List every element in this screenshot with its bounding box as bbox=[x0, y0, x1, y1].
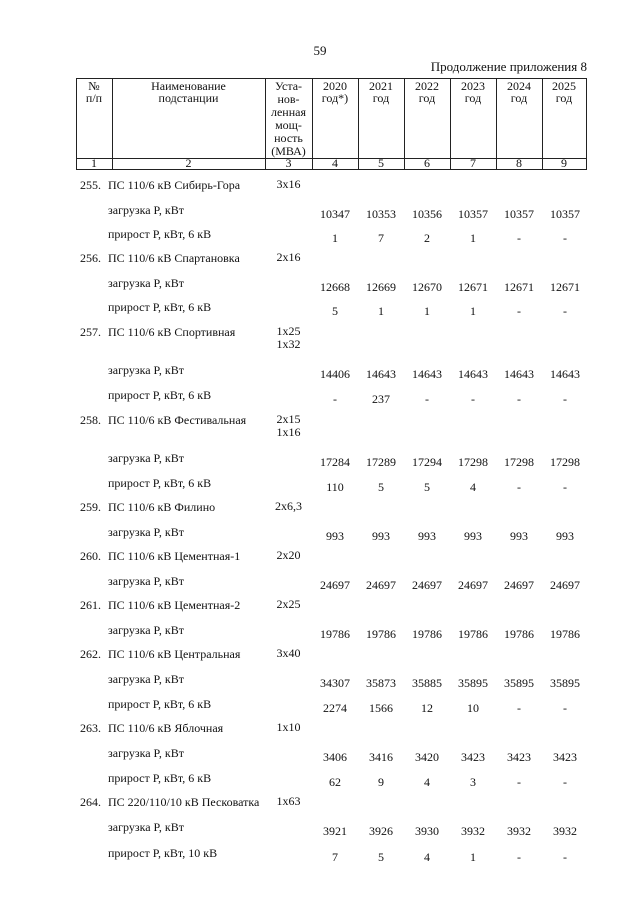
year-value: - bbox=[517, 701, 521, 715]
col-number: 9 bbox=[561, 156, 567, 170]
year-value: 10353 bbox=[366, 207, 396, 221]
year-value: - bbox=[563, 701, 567, 715]
row-name: загрузка P, кВт bbox=[108, 525, 184, 539]
row-name: загрузка P, кВт bbox=[108, 276, 184, 290]
year-value: 12671 bbox=[458, 280, 488, 294]
year-value: 3932 bbox=[507, 824, 531, 838]
row-name: загрузка P, кВт bbox=[108, 820, 184, 834]
table-header bbox=[76, 78, 587, 169]
year-value: 5 bbox=[332, 304, 338, 318]
year-value: 2274 bbox=[323, 701, 347, 715]
year-value: 24697 bbox=[412, 578, 442, 592]
year-value: 993 bbox=[418, 529, 436, 543]
row-name: прирост P, кВт, 10 кВ bbox=[108, 846, 218, 860]
year-value: - bbox=[425, 392, 429, 406]
year-value: 1 bbox=[470, 850, 476, 864]
year-value: 17298 bbox=[504, 455, 534, 469]
year-value: 3930 bbox=[415, 824, 439, 838]
col-number: 4 bbox=[332, 156, 338, 170]
year-value: 14643 bbox=[366, 367, 396, 381]
year-value: 12671 bbox=[550, 280, 580, 294]
year-value: 14643 bbox=[458, 367, 488, 381]
header-year: 2024 год bbox=[507, 79, 531, 105]
header-capacity: Уста- нов- ленная мощ- ность (МВА) bbox=[270, 79, 306, 158]
year-value: 2 bbox=[424, 231, 430, 245]
year-value: 1 bbox=[332, 231, 338, 245]
row-number: 256. bbox=[80, 251, 101, 265]
year-value: 10357 bbox=[504, 207, 534, 221]
year-value: 110 bbox=[326, 480, 344, 494]
row-capacity: 3x16 bbox=[276, 177, 301, 191]
year-value: 3932 bbox=[461, 824, 485, 838]
row-capacity: 2x20 bbox=[276, 548, 301, 562]
year-value: 3420 bbox=[415, 750, 439, 764]
row-capacity: 2x25 bbox=[276, 597, 301, 611]
year-value: 4 bbox=[424, 775, 430, 789]
year-value: 3932 bbox=[553, 824, 577, 838]
row-name: ПС 220/110/10 кВ Песковатка bbox=[108, 795, 260, 809]
row-capacity: 2x16 bbox=[276, 250, 301, 264]
row-name: прирост P, кВт, 6 кВ bbox=[108, 771, 212, 785]
row-name: загрузка P, кВт bbox=[108, 623, 184, 637]
col-number: 6 bbox=[424, 156, 430, 170]
row-capacity: 1x63 bbox=[276, 794, 301, 808]
row-number: 263. bbox=[80, 721, 101, 735]
year-value: 993 bbox=[326, 529, 344, 543]
year-value: 19786 bbox=[412, 627, 442, 641]
year-value: 1 bbox=[470, 231, 476, 245]
year-value: 993 bbox=[372, 529, 390, 543]
year-value: 12 bbox=[421, 701, 433, 715]
appendix-continuation: Продолжение приложения 8 bbox=[430, 59, 587, 74]
year-value: 5 bbox=[378, 850, 384, 864]
col-border bbox=[586, 78, 587, 169]
row-capacity: 2x15 1x16 bbox=[276, 412, 301, 439]
year-value: 12671 bbox=[504, 280, 534, 294]
row-number: 257. bbox=[80, 325, 101, 339]
year-value: 10357 bbox=[458, 207, 488, 221]
year-value: 993 bbox=[556, 529, 574, 543]
row-name: прирост P, кВт, 6 кВ bbox=[108, 476, 212, 490]
header-year: 2021 год bbox=[369, 79, 393, 105]
row-name: прирост P, кВт, 6 кВ bbox=[108, 388, 212, 402]
year-value: 14643 bbox=[550, 367, 580, 381]
year-value: 19786 bbox=[366, 627, 396, 641]
row-number: 259. bbox=[80, 500, 101, 514]
row-name: ПС 110/6 кВ Цементная-2 bbox=[108, 598, 241, 612]
row-name: ПС 110/6 кВ Яблочная bbox=[108, 721, 224, 735]
year-value: - bbox=[563, 304, 567, 318]
row-name: ПС 110/6 кВ Цементная-1 bbox=[108, 549, 241, 563]
row-name: прирост P, кВт, 6 кВ bbox=[108, 697, 212, 711]
year-value: 1566 bbox=[369, 701, 393, 715]
row-name: ПС 110/6 кВ Филино bbox=[108, 500, 216, 514]
page-number: 59 bbox=[313, 43, 327, 58]
row-capacity: 3x40 bbox=[276, 646, 301, 660]
row-name: ПС 110/6 кВ Фестивальная bbox=[108, 413, 247, 427]
year-value: 19786 bbox=[550, 627, 580, 641]
row-number: 261. bbox=[80, 598, 101, 612]
year-value: 3406 bbox=[323, 750, 347, 764]
year-value: 17298 bbox=[550, 455, 580, 469]
year-value: - bbox=[517, 850, 521, 864]
year-value: - bbox=[563, 231, 567, 245]
row-number: 258. bbox=[80, 413, 101, 427]
year-value: 3 bbox=[470, 775, 476, 789]
year-value: - bbox=[517, 231, 521, 245]
year-value: 34307 bbox=[320, 676, 350, 690]
header-year: 2023 год bbox=[461, 79, 485, 105]
row-name: ПС 110/6 кВ Сибирь-Гора bbox=[108, 178, 241, 192]
year-value: 35885 bbox=[412, 676, 442, 690]
col-number: 5 bbox=[378, 156, 384, 170]
header-name: Наименование подстанции bbox=[151, 79, 226, 105]
year-value: 10356 bbox=[412, 207, 442, 221]
year-value: 993 bbox=[464, 529, 482, 543]
row-name: прирост P, кВт, 6 кВ bbox=[108, 227, 212, 241]
row-name: ПС 110/6 кВ Спортивная bbox=[108, 325, 236, 339]
row-name: загрузка P, кВт bbox=[108, 746, 184, 760]
year-value: - bbox=[471, 392, 475, 406]
year-value: 993 bbox=[510, 529, 528, 543]
row-name: загрузка P, кВт bbox=[108, 672, 184, 686]
row-name: загрузка P, кВт bbox=[108, 203, 184, 217]
col-number: 2 bbox=[185, 156, 192, 170]
year-value: 17294 bbox=[412, 455, 442, 469]
year-value: 1 bbox=[378, 304, 384, 318]
row-number: 264. bbox=[80, 795, 101, 809]
row-name: ПС 110/6 кВ Спартановка bbox=[108, 251, 240, 265]
year-value: 12668 bbox=[320, 280, 350, 294]
year-value: 3926 bbox=[369, 824, 393, 838]
year-value: 3423 bbox=[461, 750, 485, 764]
col-number: 3 bbox=[285, 156, 292, 170]
row-number: 260. bbox=[80, 549, 101, 563]
year-value: 35895 bbox=[504, 676, 534, 690]
row-name: загрузка P, кВт bbox=[108, 574, 184, 588]
row-name: прирост P, кВт, 6 кВ bbox=[108, 300, 212, 314]
header-year: 2022 год bbox=[415, 79, 439, 105]
year-value: 10357 bbox=[550, 207, 580, 221]
year-value: 9 bbox=[378, 775, 384, 789]
header-year: 2025 год bbox=[552, 79, 576, 105]
year-value: 24697 bbox=[320, 578, 350, 592]
row-name: ПС 110/6 кВ Центральная bbox=[108, 647, 241, 661]
year-value: 1 bbox=[424, 304, 430, 318]
header-num: № п/п bbox=[85, 79, 103, 105]
year-value: 1 bbox=[470, 304, 476, 318]
year-value: 10347 bbox=[320, 207, 350, 221]
year-value: 4 bbox=[424, 850, 430, 864]
year-value: 12670 bbox=[412, 280, 442, 294]
year-value: 12669 bbox=[366, 280, 396, 294]
year-value: 19786 bbox=[504, 627, 534, 641]
year-value: 14643 bbox=[412, 367, 442, 381]
year-value: 5 bbox=[378, 480, 384, 494]
row-capacity: 1x10 bbox=[276, 720, 301, 734]
year-value: - bbox=[517, 775, 521, 789]
year-value: 62 bbox=[329, 775, 341, 789]
year-value: 14643 bbox=[504, 367, 534, 381]
col-number: 7 bbox=[470, 156, 476, 170]
year-value: 3921 bbox=[323, 824, 347, 838]
year-value: 7 bbox=[332, 850, 338, 864]
year-value: 14406 bbox=[320, 367, 350, 381]
year-value: 3423 bbox=[553, 750, 577, 764]
row-capacity: 1x25 1x32 bbox=[276, 324, 301, 351]
year-value: - bbox=[517, 392, 521, 406]
year-value: 24697 bbox=[366, 578, 396, 592]
year-value: 17289 bbox=[366, 455, 396, 469]
year-value: 35895 bbox=[458, 676, 488, 690]
year-value: 24697 bbox=[458, 578, 488, 592]
year-value: 17284 bbox=[320, 455, 350, 469]
year-value: 237 bbox=[372, 392, 390, 406]
row-number: 255. bbox=[80, 178, 101, 192]
year-value: 19786 bbox=[320, 627, 350, 641]
year-value: 19786 bbox=[458, 627, 488, 641]
year-value: 24697 bbox=[550, 578, 580, 592]
row-name: загрузка P, кВт bbox=[108, 363, 184, 377]
year-value: 3416 bbox=[369, 750, 393, 764]
year-value: 7 bbox=[378, 231, 384, 245]
year-value: 35873 bbox=[366, 676, 396, 690]
year-value: 5 bbox=[424, 480, 430, 494]
year-value: - bbox=[563, 775, 567, 789]
col-number: 8 bbox=[516, 156, 522, 170]
year-value: 4 bbox=[470, 480, 476, 494]
year-value: 10 bbox=[467, 701, 479, 715]
year-value: - bbox=[563, 480, 567, 494]
header-year: 2020 год*) bbox=[321, 79, 349, 105]
year-value: - bbox=[517, 304, 521, 318]
row-number: 262. bbox=[80, 647, 101, 661]
row-name: загрузка P, кВт bbox=[108, 451, 184, 465]
year-value: - bbox=[563, 392, 567, 406]
year-value: 3423 bbox=[507, 750, 531, 764]
row-capacity: 2x6,3 bbox=[275, 499, 302, 513]
year-value: - bbox=[563, 850, 567, 864]
year-value: - bbox=[333, 392, 337, 406]
year-value: - bbox=[517, 480, 521, 494]
year-value: 35895 bbox=[550, 676, 580, 690]
col-number: 1 bbox=[91, 156, 97, 170]
year-value: 17298 bbox=[458, 455, 488, 469]
year-value: 24697 bbox=[504, 578, 534, 592]
